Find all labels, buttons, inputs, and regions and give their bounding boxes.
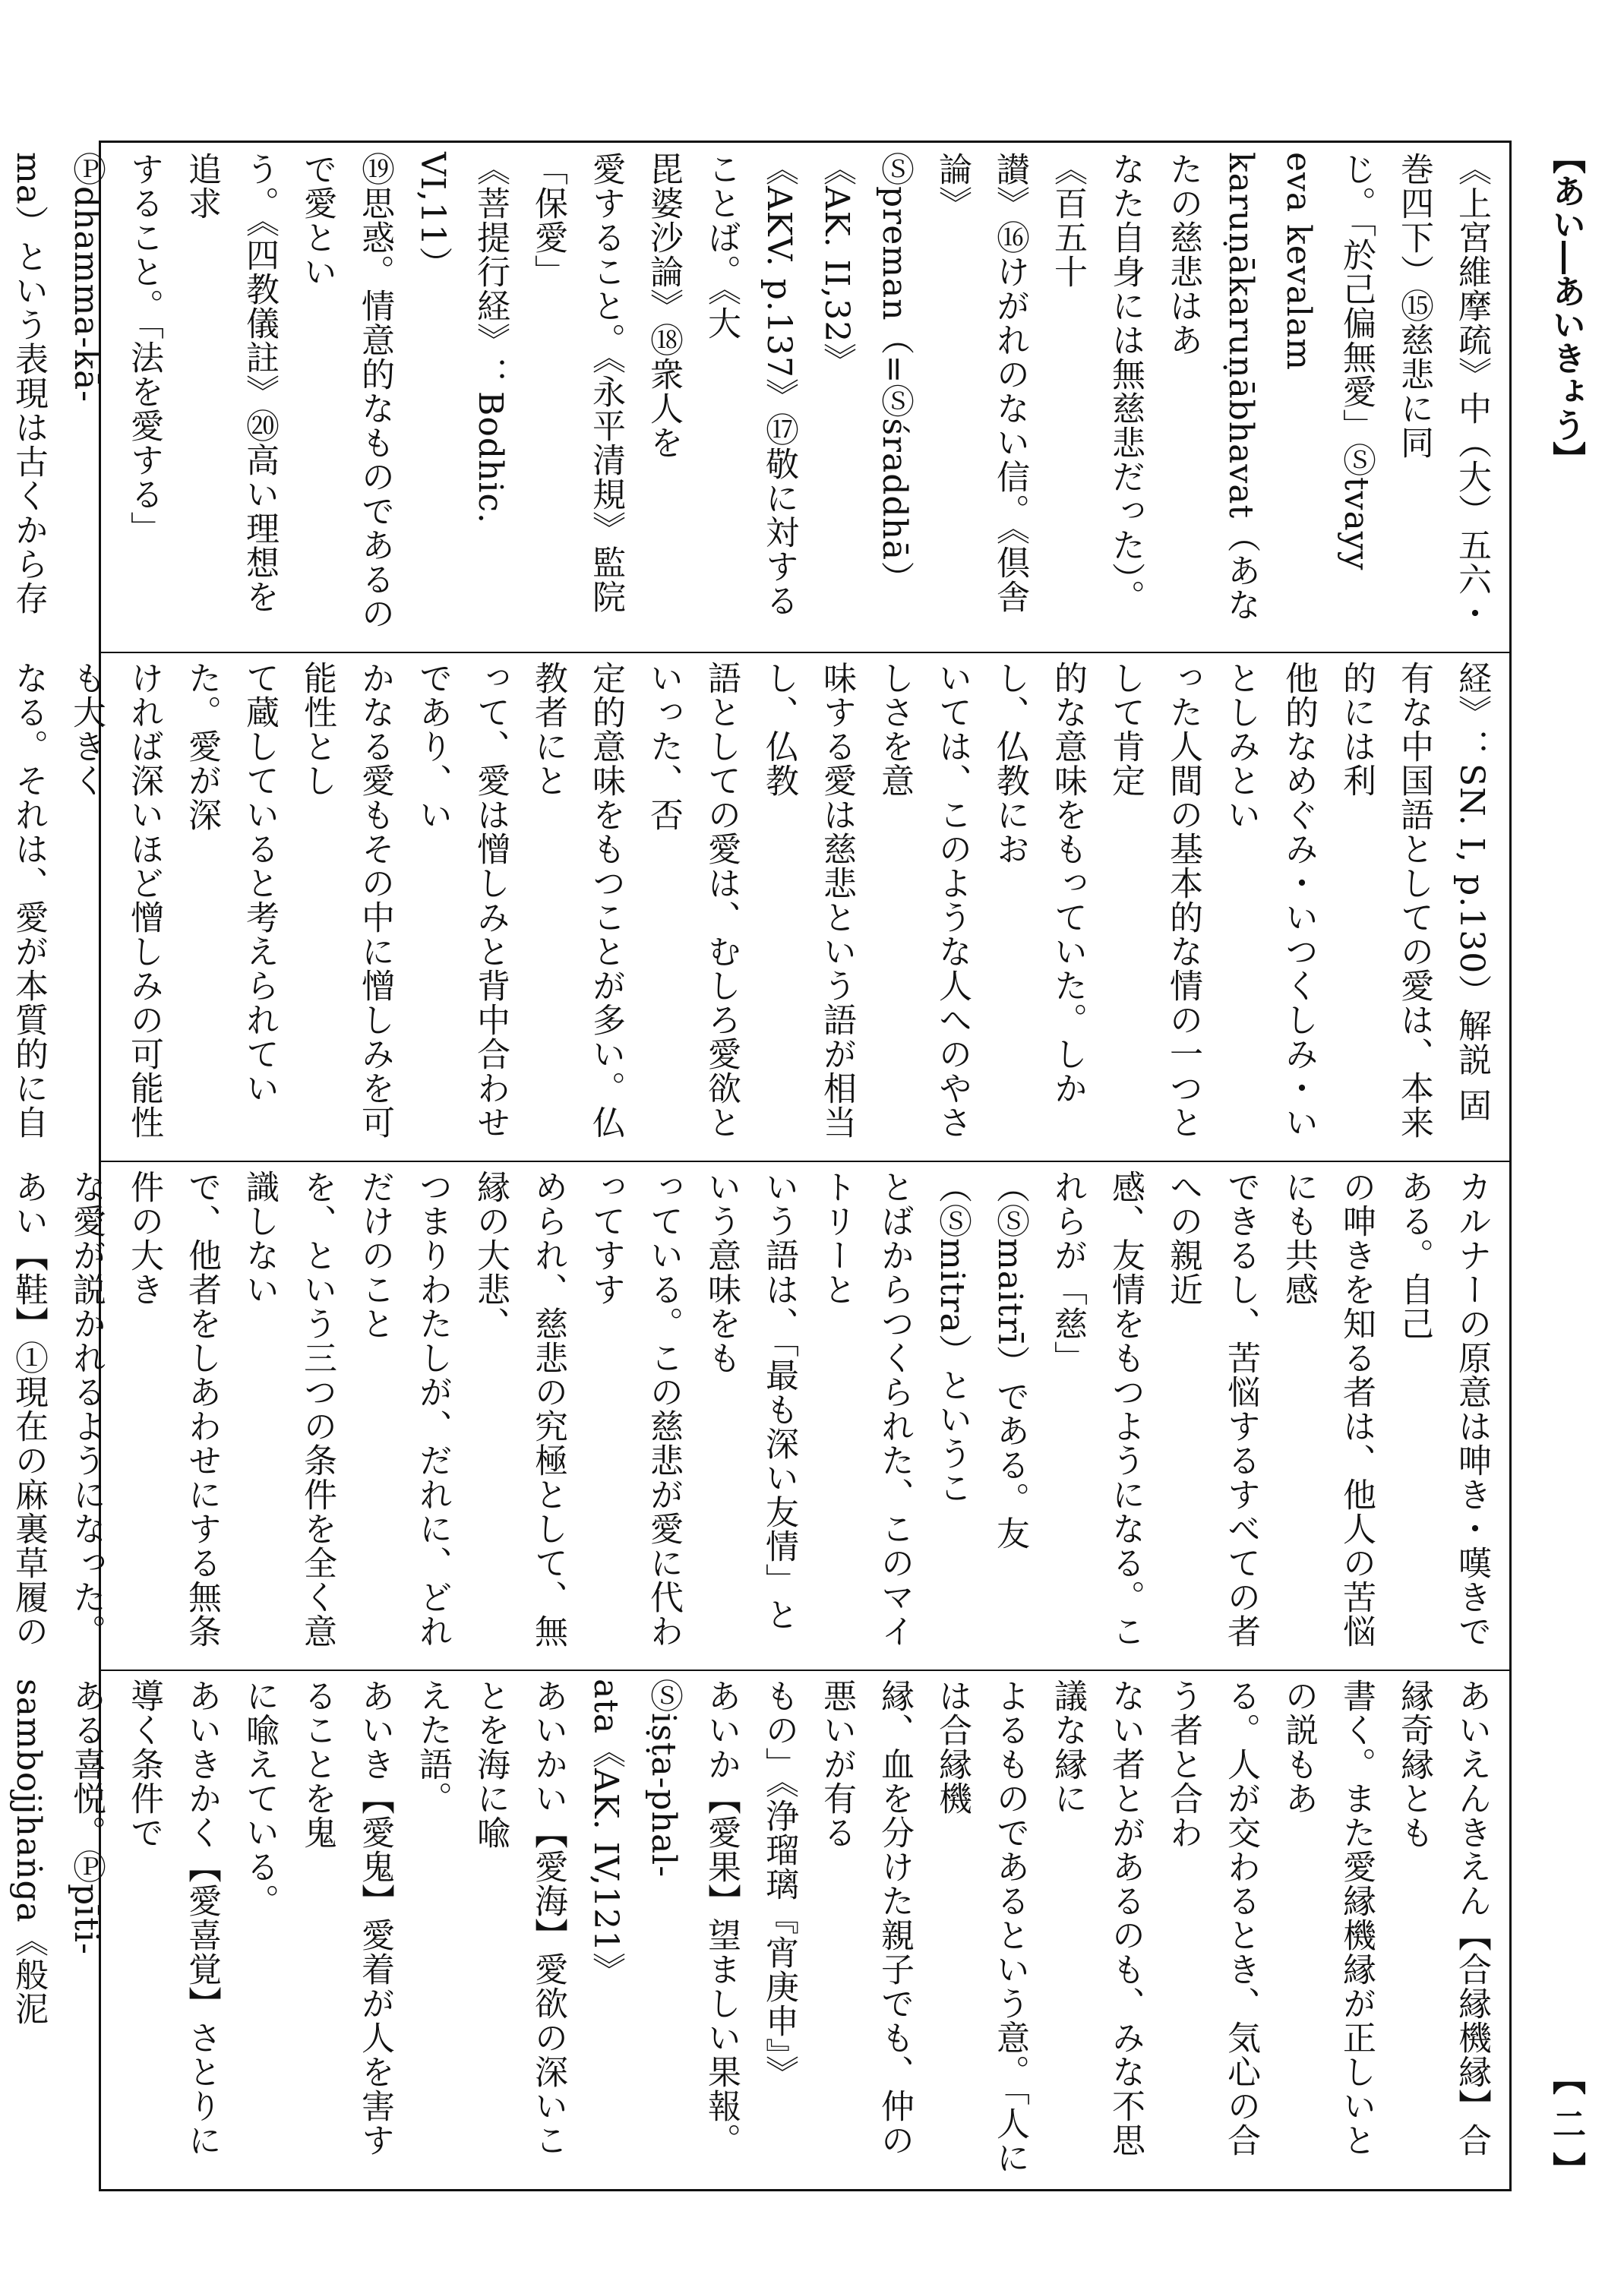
column-panel-3 [9,1170,1500,1660]
running-head: 【あい―あいきょう】 [1547,141,1585,475]
column-panel-2 [9,661,1500,1151]
page-number: 【 二 】 [1547,2061,1585,2185]
panel-divider [101,1670,1509,1671]
dictionary-frame [9,141,1512,2191]
panel-text: カルナーの原意は呻き・嘆きである。自己 の呻きを知る者は、他人の苦悩にも共感 できるし、苦悩するすべての者への親近 感、友情をもつようになる。これらが「慈」 （Ⓢmaitrī）である。友（Ⓢmitra）というこ とばからつくられた、このマイトリーと いう語は、「最も深い友情」という意味をも っている。この慈悲が愛に代わってすす められ、慈悲の究極として、無縁の大悲、 つまりわたしが、だれに、どれだけのこと を、という三つの条件を全く意識しない で、他者をしあわせにする無条件の大き な愛が説かれるようになった。 あい【鞋】①現在の麻裏草履の [9,1170,1491,1648]
panel-divider [101,652,1509,653]
panel-text: あいえんきえん【合縁機縁】合縁奇縁とも 書く。また愛縁機縁が正しいとの説もあ る。人が交わるとき、気心の合う者と合わ ない者とがあるのも、みな不思議な縁に よるものであるという意。「人には合縁機 縁、血を分けた親子でも、仲の悪いが有る もの」《浄瑠璃『宵庚申』》 あいか【愛果】望ましい果報。Ⓢiṣṭa-phal- ata《AK. IV,121》 あいかい【愛海】愛欲の深いことを海に喩 えた語。 あいき【愛鬼】愛着が人を害することを鬼 に喩えている。 あいきかく【愛喜覚】さとりに導く条件で ある喜悦。Ⓟpīti-sambojjhaṅga《般泥 [9,1679,1491,2175]
column-panel-4 [9,1679,1500,2184]
panel-text: 《上宮維摩疏》中（大）五六・巻四下）⑮慈悲に同 じ。「於己偏無愛」Ⓢtvayy eva kevalam karuṇākaruṇābhavat（あなたの慈悲はあ なた自身には無慈悲だった）。《百五十 讃》⑯けがれのない信。《倶舎論》 Ⓢpreman（=Ⓢśraddhā）《AK. II,32》 《AKV. p.137》⑰敬に対することば。《大 毘婆沙論》⑱衆人を 愛すること。《永平清規》監院「保愛」 《菩提行経》：Bodhic. VI,11） ⑲思惑。情意的なものであるので愛とい う。《四教儀註》⑳高い理想を追求 すること。「法を愛する」Ⓟdhamma-kā- ma）という表現は古くから存 [9,152,1491,630]
panel-divider [101,1161,1509,1162]
column-panel-1 [9,152,1500,642]
panel-text: 経》：SN. I, p.130）解説 固 有な中国語としての愛は、本来的には利 他的なめぐみ・いつくしみ・いとしみとい った人間の基本的な情の一つとして肯定 的な意味をもっていた。しかし、仏教にお いては、このような人へのやさしさを意 味する愛は慈悲という語が相当し、仏教 語としての愛は、むしろ愛欲といった、否 定的意味をもつことが多い。仏教者にと って、愛は憎しみと背中合わせであり、い かなる愛もその中に憎しみを可能性とし て蔵していると考えられていた。愛が深 ければ深いほど憎しみの可能性も大きく なる。それは、愛が本質的に自 [9,661,1491,1139]
